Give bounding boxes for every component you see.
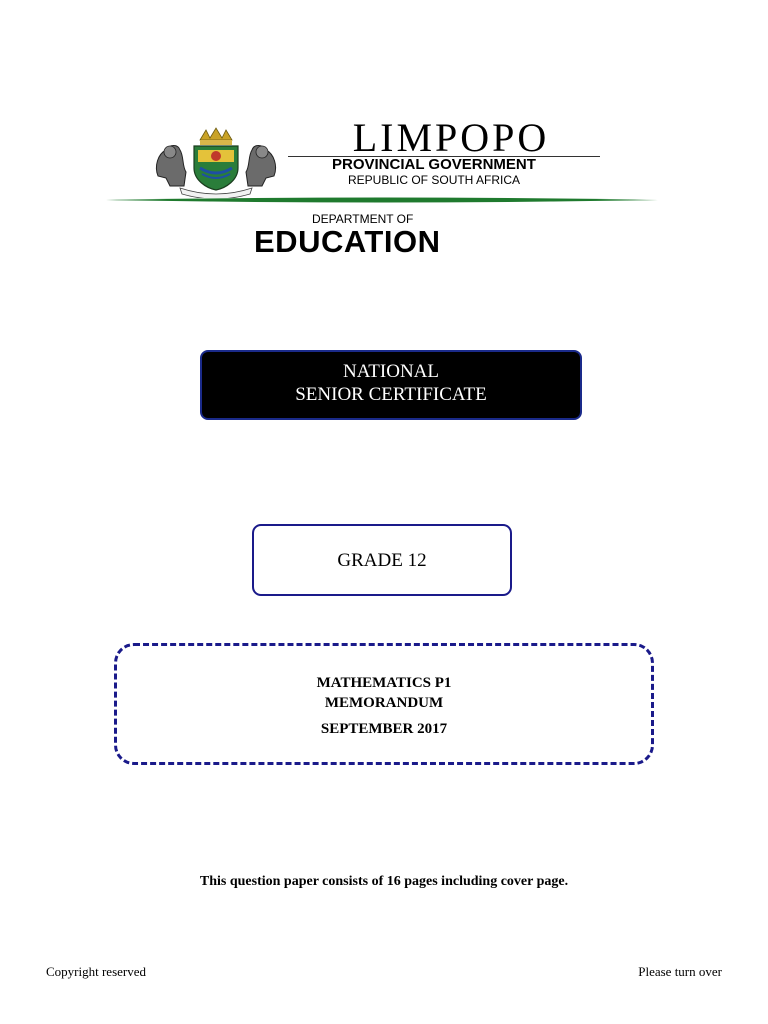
department-prefix: DEPARTMENT OF [312, 212, 414, 226]
subject-box [114, 643, 654, 765]
certificate-line-2: SENIOR CERTIFICATE [295, 384, 487, 405]
government-name: PROVINCIAL GOVERNMENT [332, 156, 536, 173]
grade-box [252, 524, 512, 596]
certificate-banner [200, 350, 582, 420]
coat-of-arms-icon [150, 126, 282, 198]
letterhead [98, 110, 662, 268]
subject-title: MATHEMATICS P1 [316, 675, 452, 691]
grade-label: GRADE 12 [337, 550, 427, 571]
footer-turn-over: Please turn over [638, 964, 722, 979]
certificate-line-1: NATIONAL [342, 361, 440, 382]
department-name: EDUCATION [254, 224, 441, 259]
green-divider [106, 196, 658, 204]
province-name: LIMPOPO [352, 115, 550, 160]
page-count-note: This question paper consists of 16 pages including cover page. [199, 874, 569, 889]
footer-copyright: Copyright reserved [46, 964, 147, 979]
exam-date: SEPTEMBER 2017 [320, 721, 448, 737]
country-name: REPUBLIC OF SOUTH AFRICA [348, 173, 521, 187]
document-type: MEMORANDUM [324, 695, 444, 711]
